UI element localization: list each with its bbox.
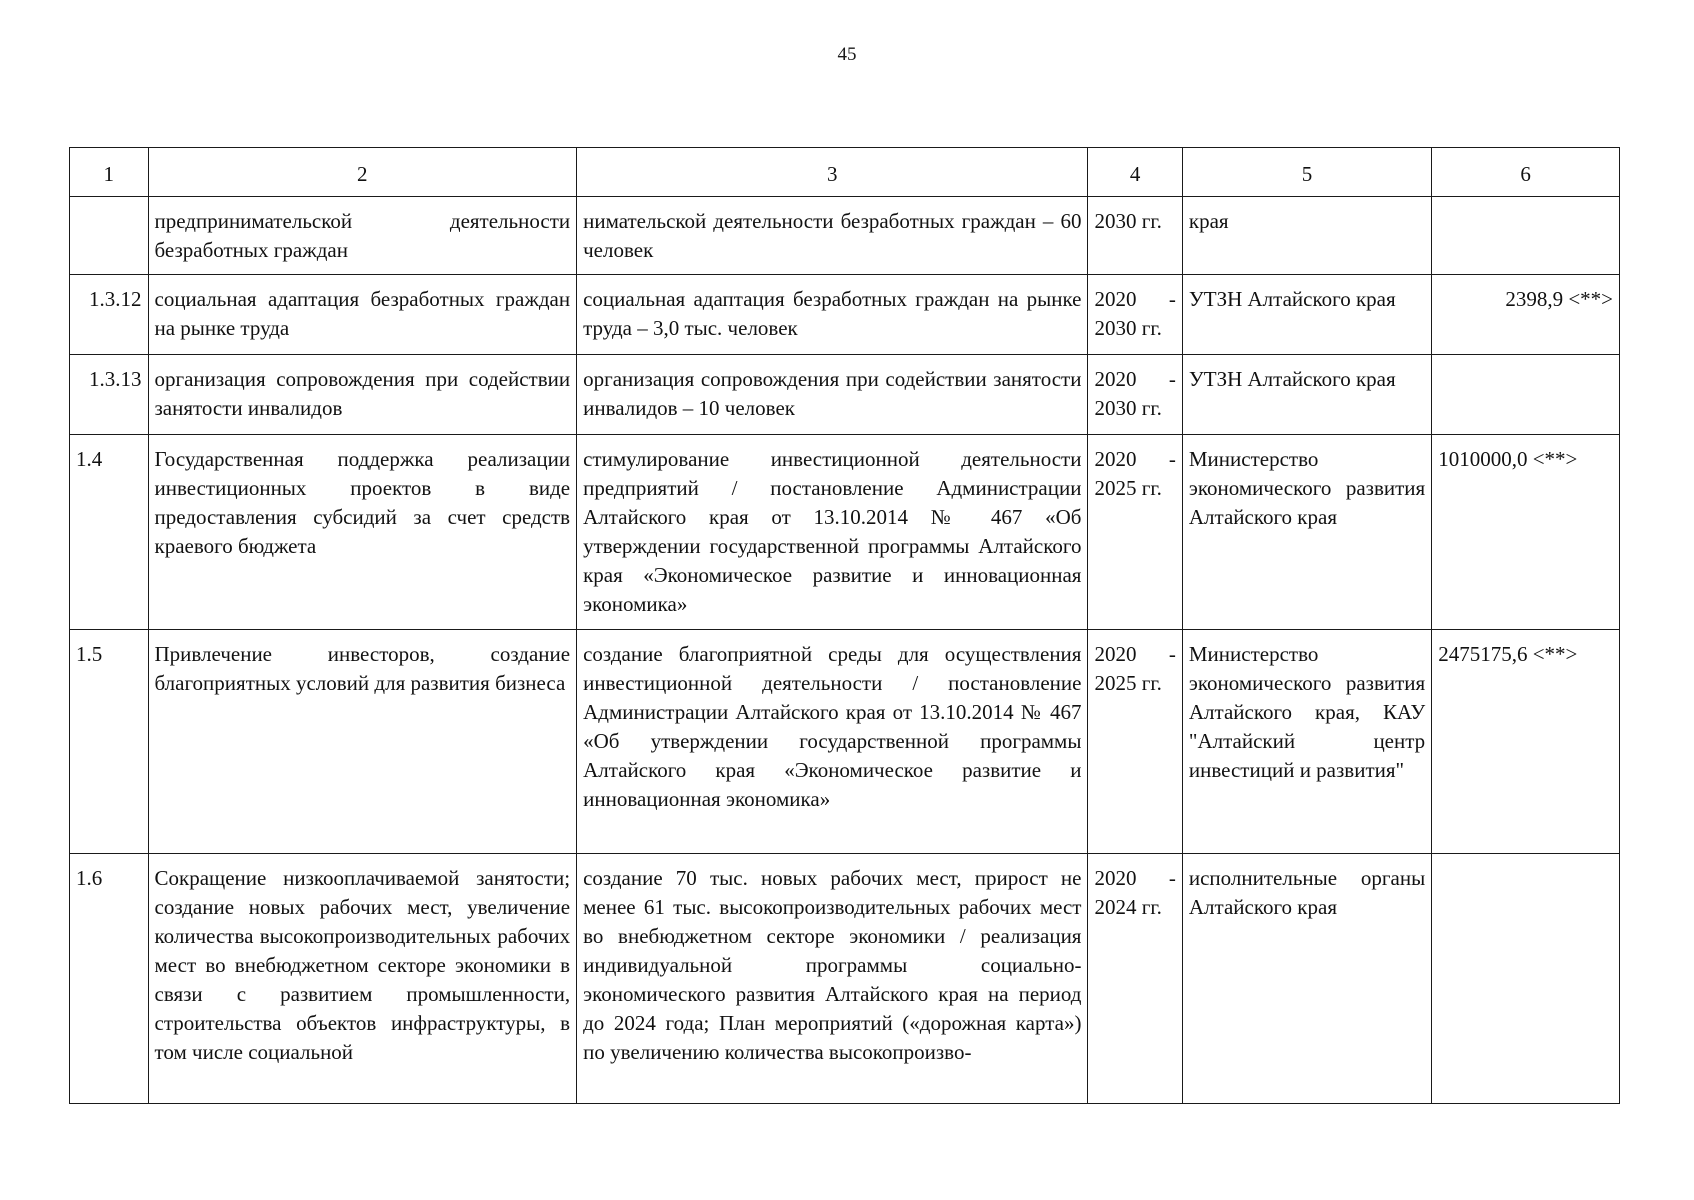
row-number: 1.3.13 bbox=[70, 355, 149, 435]
table-row bbox=[70, 854, 1620, 1104]
executor-cell: УТЗН Алтайского края bbox=[1182, 275, 1431, 355]
table-row bbox=[70, 275, 1620, 355]
measures-table bbox=[69, 147, 1620, 1104]
period-start: 2020 bbox=[1094, 367, 1137, 391]
period-cell: 2020 - 2030 гг. bbox=[1088, 355, 1182, 435]
period-end: 2024 гг. bbox=[1094, 895, 1162, 919]
result-cell: создание благоприятной среды для осуществления инвестиционной деятельности / постановление Администрации Алтайского края от 13.10.2014 № 467 «Об утверждении государственной программы Алтайского края «Экономическое развитие и инновационная экономика» bbox=[577, 630, 1088, 854]
executor-cell: Министерство экономического развития Алтайского края bbox=[1182, 435, 1431, 630]
period-cell: 2020 - 2030 гг. bbox=[1088, 275, 1182, 355]
funding-cell bbox=[1432, 854, 1620, 1104]
measure-cell: Государственная поддержка реализации инвестиционных проектов в виде предоставления субсидий за счет средств краевого бюджета bbox=[148, 435, 577, 630]
executor-cell: УТЗН Алтайского края bbox=[1182, 355, 1431, 435]
measure-cell: Привлечение инвесторов, создание благоприятных условий для развития бизнеса bbox=[148, 630, 577, 854]
row-number: 1.3.12 bbox=[70, 275, 149, 355]
result-cell: организация сопровождения при содействии занятости инвалидов – 10 человек bbox=[577, 355, 1088, 435]
period-start: 2020 bbox=[1094, 287, 1137, 311]
period-cell bbox=[1088, 197, 1182, 275]
result-cell: создание 70 тыс. новых рабочих мест, прирост не менее 61 тыс. высокопроизводительных рабочих мест во внебюджетном секторе экономики / реализация индивидуальной программы социально-экономического развития Алтайского края на период до 2024 года; План мероприятий («дорожная карта») по увеличению количества высокопроизво- bbox=[577, 854, 1088, 1104]
period-end: 2025 гг. bbox=[1094, 476, 1162, 500]
measure-cell: организация сопровождения при содействии занятости инвалидов bbox=[148, 355, 577, 435]
funding-cell: 2475175,6 <**> bbox=[1432, 630, 1620, 854]
executor-cell: Министерство экономического развития Алтайского края, КАУ "Алтайский центр инвестиций и развития" bbox=[1182, 630, 1431, 854]
period-cell: 2020 - 2024 гг. bbox=[1088, 854, 1182, 1104]
column-header: 4 bbox=[1088, 148, 1182, 197]
page-number: 45 bbox=[837, 44, 857, 65]
period-cell: 2020 - 2025 гг. bbox=[1088, 435, 1182, 630]
result-cell: стимулирование инвестиционной деятельности предприятий / постановление Администрации Алтайского края от 13.10.2014 № 467 «Об утверждении государственной программы Алтайского края «Экономическое развитие и инновационная экономика» bbox=[577, 435, 1088, 630]
period-end: 2030 гг. bbox=[1094, 396, 1162, 420]
funding-cell bbox=[1432, 197, 1620, 275]
measure-cell: социальная адаптация безработных граждан на рынке труда bbox=[148, 275, 577, 355]
funding-cell: 2398,9 <**> bbox=[1432, 275, 1620, 355]
period-start: 2030 гг. bbox=[1094, 209, 1162, 233]
table-row bbox=[70, 630, 1620, 854]
period-end: 2025 гг. bbox=[1094, 671, 1162, 695]
row-number bbox=[70, 197, 149, 275]
column-header: 6 bbox=[1432, 148, 1620, 197]
row-number: 1.5 bbox=[70, 630, 149, 854]
row-number: 1.4 bbox=[70, 435, 149, 630]
executor-cell: исполнительные органы Алтайского края bbox=[1182, 854, 1431, 1104]
column-header: 3 bbox=[577, 148, 1088, 197]
result-cell: нимательской деятельности безработных граждан – 60 человек bbox=[577, 197, 1088, 275]
executor-cell: края bbox=[1182, 197, 1431, 275]
column-header: 1 bbox=[70, 148, 149, 197]
funding-cell: 1010000,0 <**> bbox=[1432, 435, 1620, 630]
period-cell: 2020 - 2025 гг. bbox=[1088, 630, 1182, 854]
period-end: 2030 гг. bbox=[1094, 316, 1162, 340]
funding-cell bbox=[1432, 355, 1620, 435]
period-start: 2020 bbox=[1094, 447, 1137, 471]
period-start: 2020 bbox=[1094, 642, 1137, 666]
measure-cell: Сокращение низкооплачиваемой занятости; создание новых рабочих мест, увеличение количества высокопроизводительных рабочих мест во внебюджетном секторе экономики в связи с развитием промышленности, строительства объектов инфраструктуры, в том числе социальной bbox=[148, 854, 577, 1104]
table-header-row bbox=[70, 148, 1620, 197]
measure-cell: предпринимательской деятельности безработных граждан bbox=[148, 197, 577, 275]
column-header: 5 bbox=[1182, 148, 1431, 197]
column-header: 2 bbox=[148, 148, 577, 197]
period-start: 2020 bbox=[1094, 866, 1137, 890]
table-row bbox=[70, 435, 1620, 630]
row-number: 1.6 bbox=[70, 854, 149, 1104]
result-cell: социальная адаптация безработных граждан на рынке труда – 3,0 тыс. человек bbox=[577, 275, 1088, 355]
table-row bbox=[70, 197, 1620, 275]
table-row bbox=[70, 355, 1620, 435]
